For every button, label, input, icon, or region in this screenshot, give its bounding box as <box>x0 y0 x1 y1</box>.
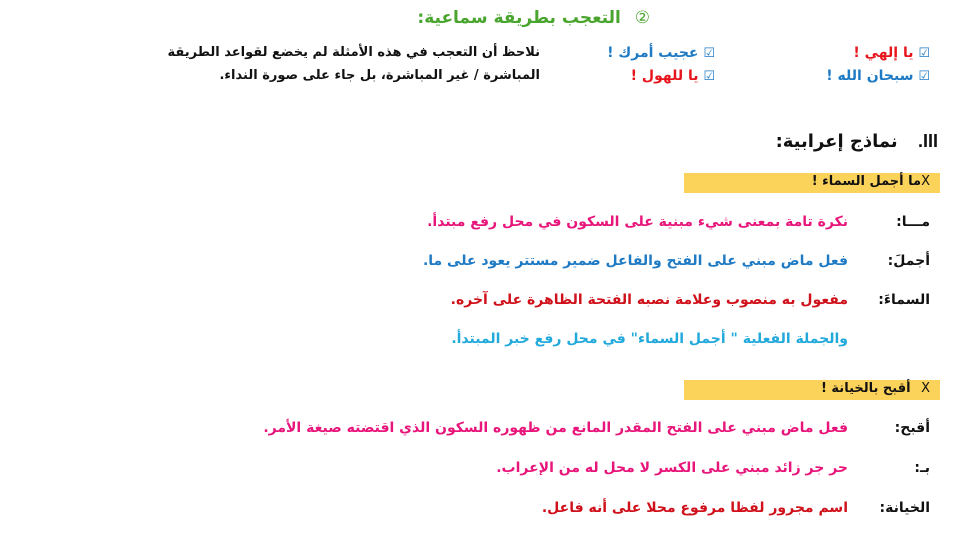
circled-number: ② <box>634 8 650 28</box>
row-text: فعل ماض مبني على الفتح المقدر المانع من ظهوره السكون الذي اقتضته صيغة الأمر. <box>263 420 848 436</box>
row-label: بـ: <box>914 460 930 476</box>
checkbox-icon: ☑ <box>918 46 930 61</box>
example1-heading <box>812 174 930 189</box>
checkbox-icon: ☑ <box>703 46 715 61</box>
row-text: فعل ماض مبني على الفتح والفاعل ضمير مستتر يعود على ما. <box>422 253 848 269</box>
example2-heading-text: أقبح بالخيانة ! <box>820 381 911 396</box>
checkbox-icon: ☑ <box>918 69 930 84</box>
example-item <box>631 68 715 84</box>
example-text: عجيب أمرك ! <box>607 45 699 61</box>
row-label: السماءَ: <box>878 292 930 308</box>
note-line-2: المباشرة / غير المباشرة، بل جاء على صورة النداء. <box>219 68 540 83</box>
example-item <box>607 45 715 61</box>
row-text: اسم مجرور لفظا مرفوع محلا على أنه فاعل. <box>541 500 848 516</box>
row-label: مـــا: <box>896 214 930 230</box>
example-item <box>853 45 930 61</box>
roman-numeral: III. <box>917 131 938 151</box>
example-text: سبحان الله ! <box>826 68 914 84</box>
example-text: يا للهول ! <box>630 68 699 84</box>
checkbox-icon: ☑ <box>703 69 715 84</box>
row-label: أجملَ: <box>887 253 930 269</box>
example-text: يا إلهي ! <box>853 45 914 61</box>
row-text: حر جر زائد مبني على الكسر لا محل له من الإعراب. <box>496 460 848 476</box>
x-mark-icon: X <box>921 174 930 189</box>
example2-heading <box>821 381 930 396</box>
section3-title: نماذج إعرابية: <box>775 131 898 152</box>
section3-header <box>776 131 938 152</box>
example-item <box>826 68 930 84</box>
section2-title: التعجب بطريقة سماعية: <box>417 8 621 28</box>
note-line-1: نلاحظ أن التعجب في هذه الأمثلة لم يخضع لقواعد الطريقة <box>167 45 540 60</box>
row-label: الخيانة: <box>879 500 930 516</box>
example1-heading-text: ما أجمل السماء ! <box>811 174 922 189</box>
row-label: أقبح: <box>894 420 930 436</box>
row-text: نكرة تامة بمعنى شيء مبنية على السكون في محل رفع مبتدأ. <box>427 214 848 230</box>
section2-header <box>417 8 650 28</box>
example1-note: والجملة الفعلية " أجمل السماء" في محل رفع خبر المبتدأ. <box>451 331 848 347</box>
x-mark-icon: X <box>921 381 930 396</box>
row-text: مفعول به منصوب وعلامة نصبه الفتحة الظاهرة على آخره. <box>450 292 848 308</box>
